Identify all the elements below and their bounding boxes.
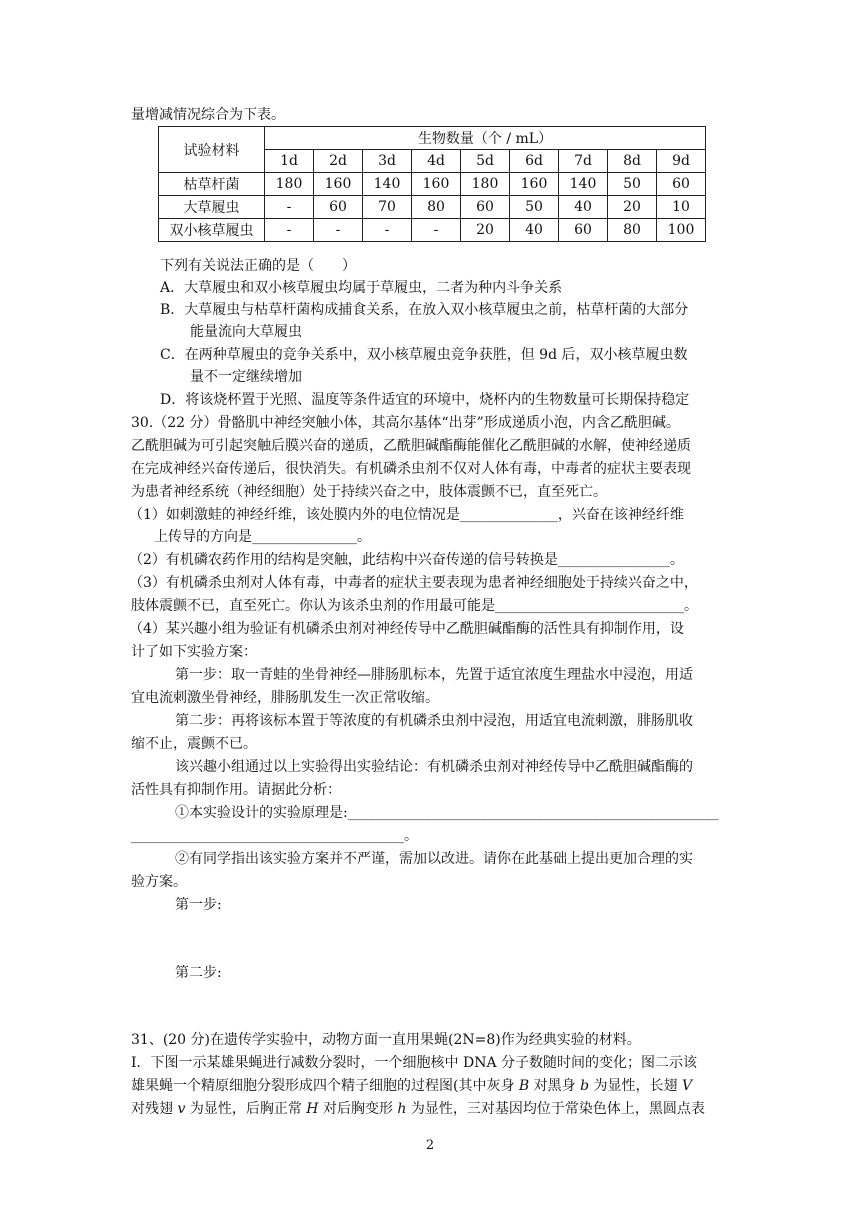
table-cell: 100 [657, 219, 706, 242]
q31-line [131, 1076, 731, 1096]
table-cell: 80 [608, 219, 657, 242]
row-label: 枯草杆菌 [159, 173, 265, 196]
table-row [159, 196, 706, 219]
option-c: C．在两种草履虫的竞争关系中，双小核草履虫竞争获胜，但 9d 后，双小核草履虫数 [160, 347, 688, 363]
day-header: 1d [265, 150, 314, 173]
table-cell: 160 [510, 173, 559, 196]
question-stem: 下列有关说法正确的是（ ） [160, 258, 356, 274]
answer-step2: 第二步: [175, 965, 222, 981]
step2: 第二步：再将该标本置于等浓度的有机磷杀虫剂中浸泡，用适宜电流刺激，腓肠肌收 [175, 713, 693, 729]
table-cell: 70 [363, 196, 412, 219]
q30-line: 为患者神经系统（神经细胞）处于持续兴奋之中，肢体震颤不已，直至死亡。 [131, 484, 607, 500]
page-number: 2 [425, 1138, 435, 1153]
table-cell: 140 [559, 173, 608, 196]
table-cell: 40 [559, 196, 608, 219]
gene-symbol: v [177, 1101, 186, 1117]
q30-part1: （1）如刺激蛙的神经纤维，该处膜内外的电位情况是______________，兴奋在该神经纤维 [129, 507, 684, 523]
day-header: 3d [363, 150, 412, 173]
improve-prompt: ②有同学指出该实验方案并不严谨，需加以改进。请你在此基础上提出更加合理的实 [175, 851, 693, 867]
answer-step1: 第一步: [175, 897, 222, 913]
table-cell: 20 [461, 219, 510, 242]
gene-symbol: V [682, 1078, 693, 1094]
table-cell: 140 [363, 173, 412, 196]
table-row [159, 219, 706, 242]
q30-line: 在完成神经兴奋传递后，很快消失。有机磷杀虫剂不仅对人体有毒，中毒者的症状主要表现 [131, 461, 691, 477]
table-cell: 60 [314, 196, 363, 219]
day-header: 7d [559, 150, 608, 173]
text-run: 为显性，长翅 [589, 1078, 682, 1094]
option-b: B．大草履虫与枯草杆菌构成捕食关系，在放入双小核草履虫之前，枯草杆菌的大部分 [160, 302, 689, 318]
improve-prompt-cont: 验方案。 [131, 874, 187, 890]
q30-part3: （3）有机磷杀虫剂对人体有毒，中毒者的症状主要表现为患者神经细胞处于持续兴奋之中， [129, 575, 698, 591]
q31-line [131, 1099, 731, 1119]
step2-cont: 缩不止，震颤不已。 [131, 736, 257, 752]
q31-line: 31、(20 分)在遗传学实验中，动物方面一直用果蝇(2N=8)作为经典实验的材料。 [131, 1032, 641, 1048]
option-b-cont: 能量流向大草履虫 [190, 324, 302, 340]
option-d: D．将该烧杯置于光照、温度等条件适宜的环境中，烧杯内的生物数量可长期保持稳定 [160, 392, 690, 408]
gene-symbol: b [580, 1078, 590, 1094]
text-run: 对残翅 [131, 1101, 178, 1117]
text-run: 对后胸变形 [318, 1101, 398, 1117]
table-row [159, 173, 706, 196]
text-run: 为显性，后胸正常 [185, 1101, 307, 1117]
table-cell: - [265, 219, 314, 242]
table-cell: 60 [461, 196, 510, 219]
group-header: 生物数量（个 / mL） [265, 127, 706, 150]
table-cell: 180 [461, 173, 510, 196]
step1-cont: 宜电流刺激坐骨神经，腓肠肌发生一次正常收缩。 [131, 690, 439, 706]
q30-part1-cont: 上传导的方向是_______________。 [154, 529, 371, 545]
row-header: 试验材料 [159, 127, 265, 173]
gene-symbol: h [397, 1101, 407, 1117]
q30-line: 30.（22 分）骨骼肌中神经突触小体，其高尔基体“出芽”形成递质小泡，内含乙酰胆碱。 [131, 415, 680, 431]
gene-symbol: B [518, 1078, 530, 1094]
principle-blank-cont: _______________________________________。 [131, 828, 418, 844]
table-cell: - [412, 219, 461, 242]
table-cell: 60 [559, 219, 608, 242]
table-cell: 40 [510, 219, 559, 242]
table-cell: - [314, 219, 363, 242]
q30-part4-cont: 计了如下实验方案： [131, 644, 257, 660]
day-header: 5d [461, 150, 510, 173]
option-c-cont: 量不一定继续增加 [190, 369, 302, 385]
table-cell: 180 [265, 173, 314, 196]
q30-line: 乙酰胆碱为可引起突触后膜兴奋的递质，乙酰胆碱酯酶能催化乙酰胆碱的水解，使神经递质 [131, 438, 691, 454]
table-cell: 80 [412, 196, 461, 219]
text-run: 雄果蝇一个精原细胞分裂形成四个精子细胞的过程图(其中灰身 [131, 1078, 519, 1094]
day-header: 9d [657, 150, 706, 173]
day-header: 4d [412, 150, 461, 173]
text-run: 为显性，三对基因均位于常染色体上，黑圆点表 [406, 1101, 705, 1117]
q30-part4: （4）某兴趣小组为验证有机磷杀虫剂对神经传导中乙酰胆碱酯酶的活性具有抑制作用，设 [129, 621, 684, 637]
table-cell: 50 [608, 173, 657, 196]
principle-blank: ①本实验设计的实验原理是:_____________________________________________________ [175, 805, 719, 821]
table-cell: 50 [510, 196, 559, 219]
q31-line: Ⅰ．下图一示某雄果蝇进行减数分裂时，一个细胞核中 DNA 分子数随时间的变化；图二示该 [131, 1055, 698, 1071]
table-cell: 160 [412, 173, 461, 196]
day-header: 2d [314, 150, 363, 173]
q30-part2: （2）有机磷农药作用的结构是突触，此结构中兴奋传递的信号转换是________________。 [129, 552, 684, 568]
table-cell: 60 [657, 173, 706, 196]
row-label: 双小核草履虫 [159, 219, 265, 242]
option-a: A．大草履虫和双小核草履虫均属于草履虫，二者为种内斗争关系 [160, 280, 563, 296]
q30-part3-cont: 肢体震颤不已，直至死亡。你认为该杀虫剂的作用最可能是___________________________。 [131, 598, 698, 614]
data-table [158, 126, 706, 242]
table-intro: 量增减情况综合为下表。 [131, 107, 285, 123]
gene-symbol: H [306, 1101, 319, 1117]
row-label: 大草履虫 [159, 196, 265, 219]
table-cell: - [265, 196, 314, 219]
text-run: 对黑身 [529, 1078, 581, 1094]
day-header: 8d [608, 150, 657, 173]
step1: 第一步：取一青蛙的坐骨神经—腓肠肌标本，先置于适宜浓度生理盐水中浸泡，用适 [175, 667, 693, 683]
table-cell: - [363, 219, 412, 242]
table-cell: 160 [314, 173, 363, 196]
table-cell: 20 [608, 196, 657, 219]
day-header: 6d [510, 150, 559, 173]
table-cell: 10 [657, 196, 706, 219]
conclusion: 该兴趣小组通过以上实验得出实验结论：有机磷杀虫剂对神经传导中乙酰胆碱酯酶的 [175, 759, 693, 775]
conclusion-cont: 活性具有抑制作用。请据此分析： [131, 782, 341, 798]
